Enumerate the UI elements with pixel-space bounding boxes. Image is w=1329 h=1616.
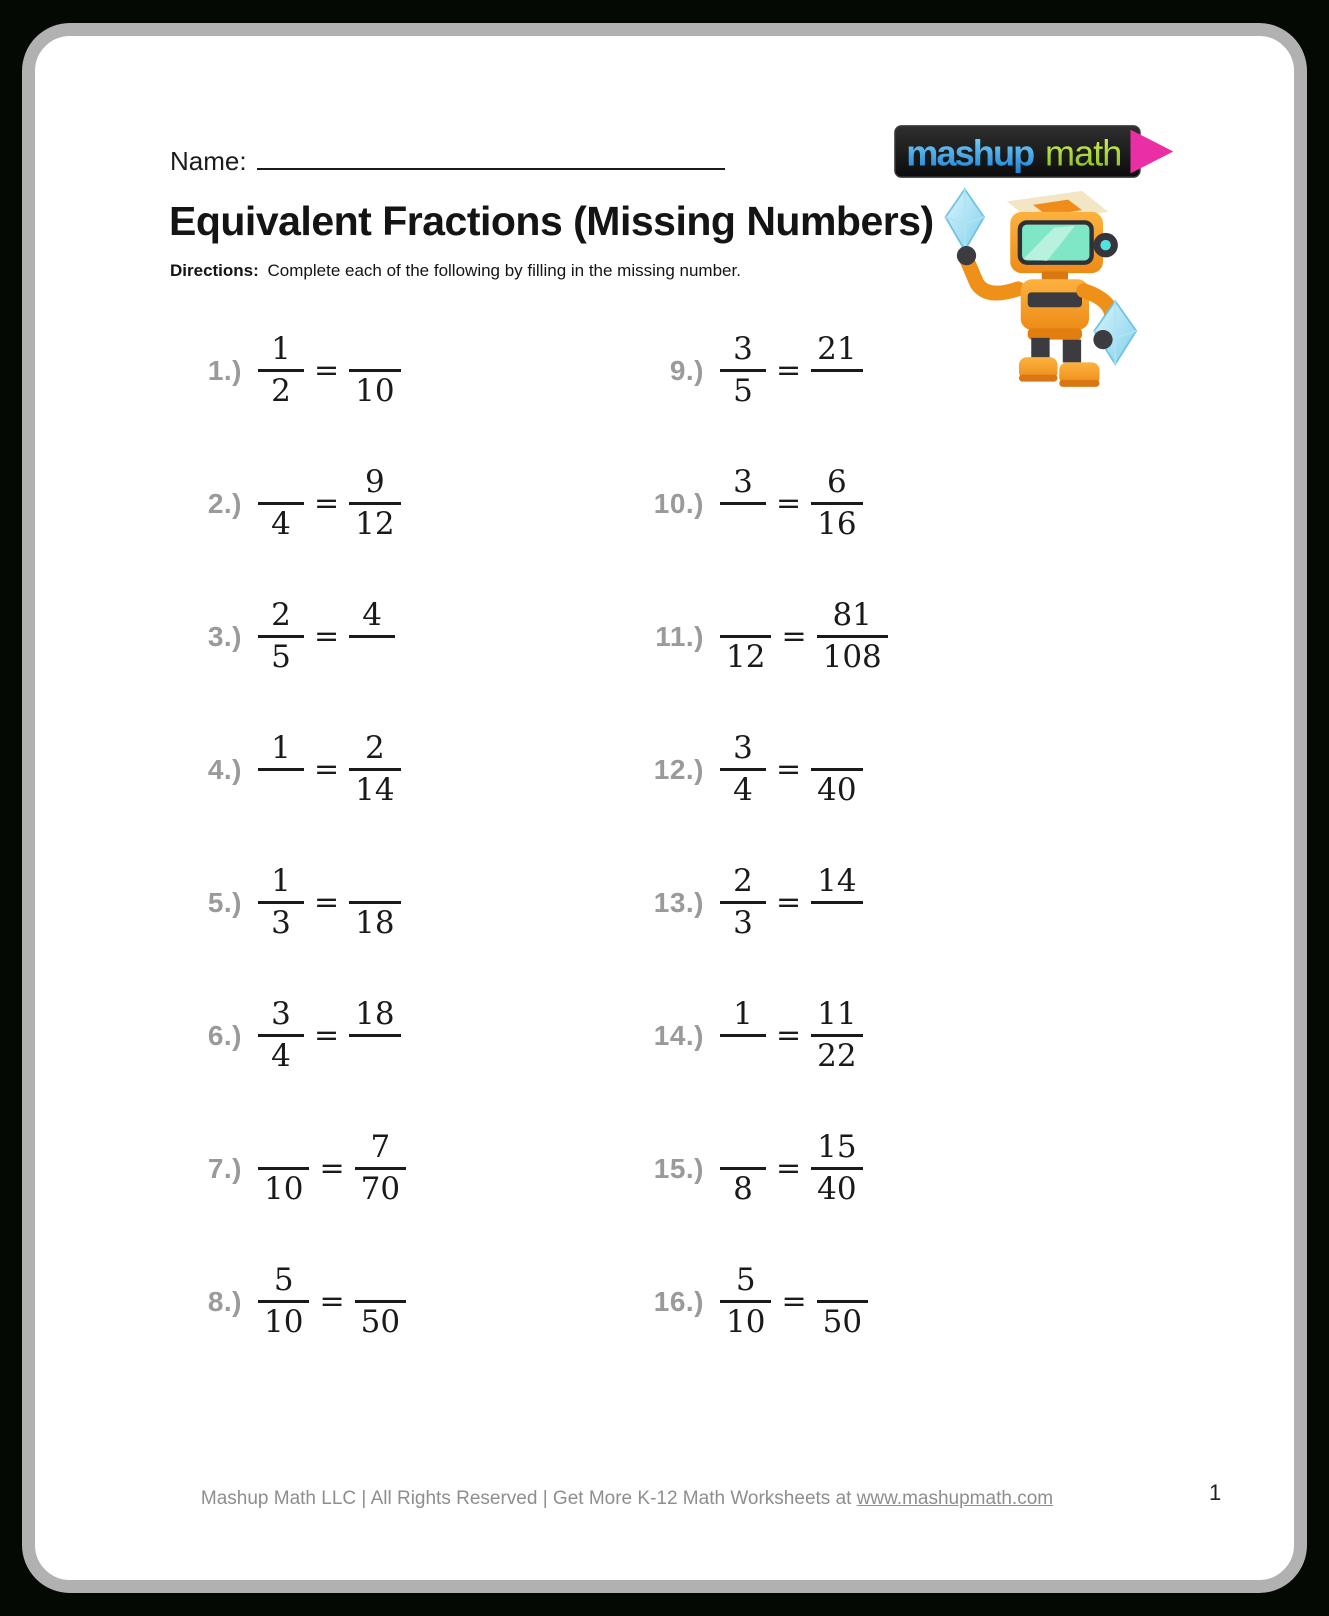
- left-fraction: [720, 865, 766, 940]
- right-numerator: [355, 1264, 406, 1303]
- right-denominator: 50: [822, 1304, 863, 1340]
- left-fraction: [720, 732, 766, 807]
- right-fraction: [811, 865, 862, 940]
- equals-sign: =: [776, 1018, 802, 1053]
- left-fraction: [258, 466, 304, 541]
- right-fraction: [811, 1131, 862, 1206]
- right-denominator: 108: [822, 639, 882, 675]
- left-fraction: [258, 732, 304, 807]
- left-numerator: 3: [720, 333, 766, 372]
- left-numerator: 3: [720, 466, 766, 505]
- equals-sign: =: [314, 486, 340, 521]
- problem-number: 5.): [207, 886, 242, 918]
- page-title: Equivalent Fractions (Missing Numbers): [169, 198, 934, 244]
- equals-sign: =: [314, 1018, 340, 1053]
- right-denominator: [811, 372, 862, 408]
- right-denominator: 40: [817, 772, 857, 808]
- equals-sign: =: [319, 1151, 345, 1186]
- problem-row: [620, 599, 1082, 674]
- equals-sign: =: [776, 1151, 802, 1186]
- right-denominator: 70: [360, 1171, 401, 1207]
- left-denominator: 5: [733, 373, 753, 409]
- problem-row: [158, 865, 620, 940]
- equals-sign: =: [314, 619, 340, 654]
- right-numerator: 2: [349, 732, 400, 771]
- left-numerator: 3: [258, 998, 304, 1037]
- right-fraction: [349, 865, 400, 940]
- robot-left-hand: [957, 246, 976, 265]
- name-row: [170, 142, 725, 177]
- left-numerator: [720, 1131, 766, 1170]
- problem-row: [158, 466, 620, 541]
- left-fraction: [720, 599, 771, 674]
- left-denominator: [720, 505, 766, 541]
- right-denominator: 18: [355, 905, 395, 941]
- left-fraction: [720, 998, 766, 1073]
- equals-sign: =: [781, 1284, 807, 1319]
- logo-text-math: math: [1045, 132, 1122, 174]
- right-denominator: [349, 638, 395, 674]
- left-numerator: 1: [258, 865, 304, 904]
- right-fraction: [349, 333, 400, 408]
- problem-row: [620, 1264, 1082, 1339]
- right-numerator: 14: [811, 865, 862, 904]
- left-numerator: 2: [258, 599, 304, 638]
- left-denominator: 8: [733, 1171, 753, 1207]
- problem-number: 1.): [207, 354, 242, 386]
- problem-row: [158, 599, 620, 674]
- left-fraction: [258, 998, 304, 1073]
- problem-number: 6.): [207, 1019, 242, 1051]
- right-fraction: [811, 732, 862, 807]
- right-fraction: [811, 333, 862, 408]
- footer-text: [35, 1488, 1219, 1510]
- right-denominator: [349, 1037, 400, 1073]
- right-fraction: [355, 1264, 406, 1339]
- right-numerator: 9: [349, 466, 400, 505]
- directions-text: Complete each of the following by filling in the missing number.: [267, 261, 741, 280]
- right-numerator: 6: [811, 466, 862, 505]
- right-fraction: [811, 466, 862, 541]
- directions-label: Directions:: [170, 261, 259, 280]
- left-denominator: 5: [271, 639, 291, 675]
- left-fraction: [720, 333, 766, 408]
- robot-right-hand: [1093, 330, 1112, 349]
- problem-row: [158, 1264, 620, 1339]
- problem-row: [158, 998, 620, 1073]
- left-denominator: 3: [733, 905, 753, 941]
- right-denominator: 40: [817, 1171, 857, 1207]
- left-denominator: 10: [264, 1171, 304, 1207]
- name-label: Name:: [170, 146, 247, 176]
- left-denominator: [258, 771, 304, 807]
- problems-grid: [158, 304, 1082, 1368]
- page-number: 1: [1209, 1480, 1222, 1505]
- left-denominator: 4: [271, 1038, 291, 1074]
- equals-sign: =: [776, 353, 802, 388]
- problem-number: 10.): [653, 487, 704, 519]
- right-denominator: 22: [817, 1038, 857, 1074]
- right-numerator: 4: [349, 599, 395, 638]
- problem-number: 3.): [207, 620, 242, 652]
- right-numerator: [349, 333, 400, 372]
- directions: [170, 261, 741, 281]
- left-denominator: 10: [726, 1304, 766, 1340]
- problem-number: 9.): [669, 354, 704, 386]
- problem-row: [158, 732, 620, 807]
- left-numerator: [720, 599, 771, 638]
- left-numerator: 3: [720, 732, 766, 771]
- right-numerator: 21: [811, 333, 862, 372]
- problem-number: 2.): [207, 487, 242, 519]
- problem-number: 11.): [655, 620, 704, 652]
- left-fraction: [720, 1264, 771, 1339]
- problem-number: 7.): [207, 1152, 242, 1184]
- left-fraction: [720, 466, 766, 541]
- left-fraction: [258, 599, 304, 674]
- left-denominator: 2: [271, 373, 291, 409]
- equals-sign: =: [776, 752, 802, 787]
- equals-sign: =: [319, 1284, 345, 1319]
- left-fraction: [258, 865, 304, 940]
- left-denominator: 3: [271, 905, 291, 941]
- left-numerator: 1: [258, 333, 304, 372]
- play-triangle-icon: [1131, 130, 1174, 174]
- equals-sign: =: [776, 486, 802, 521]
- right-fraction: [349, 998, 400, 1073]
- equals-sign: =: [314, 353, 340, 388]
- problem-number: 8.): [207, 1285, 242, 1317]
- right-denominator: 50: [360, 1304, 401, 1340]
- right-numerator: [817, 1264, 868, 1303]
- left-numerator: [258, 1131, 309, 1170]
- right-fraction: [811, 998, 862, 1073]
- problem-row: [620, 1131, 1082, 1206]
- left-fraction: [258, 333, 304, 408]
- left-fraction: [258, 1131, 309, 1206]
- left-numerator: 2: [720, 865, 766, 904]
- right-fraction: [349, 599, 395, 674]
- left-fraction: [258, 1264, 309, 1339]
- robot-head: [1007, 191, 1118, 273]
- problem-row: [620, 998, 1082, 1073]
- right-numerator: [811, 732, 862, 771]
- right-fraction: [817, 599, 888, 674]
- problem-number: 13.): [653, 886, 704, 918]
- problem-row: [158, 333, 620, 408]
- left-numerator: 1: [720, 998, 766, 1037]
- right-fraction: [349, 466, 400, 541]
- equals-sign: =: [776, 885, 802, 920]
- right-numerator: 15: [811, 1131, 862, 1170]
- left-fraction: [720, 1131, 766, 1206]
- right-denominator: [811, 904, 862, 940]
- left-numerator: 5: [258, 1264, 309, 1303]
- problem-number: 12.): [653, 753, 704, 785]
- right-fraction: [817, 1264, 868, 1339]
- right-numerator: 81: [817, 599, 888, 638]
- equals-sign: =: [314, 885, 340, 920]
- left-denominator: 12: [726, 639, 766, 675]
- problem-row: [620, 466, 1082, 541]
- left-denominator: 4: [733, 772, 753, 808]
- right-fraction: [355, 1131, 406, 1206]
- left-denominator: 10: [264, 1304, 304, 1340]
- name-blank-line: [257, 142, 725, 170]
- left-numerator: [258, 466, 304, 505]
- right-numerator: 18: [349, 998, 400, 1037]
- worksheet-sheet: [22, 23, 1307, 1593]
- equals-sign: =: [781, 619, 807, 654]
- right-fraction: [349, 732, 400, 807]
- left-numerator: 5: [720, 1264, 771, 1303]
- robot-left-arm: [967, 259, 1019, 293]
- left-denominator: [720, 1037, 766, 1073]
- problem-number: 15.): [653, 1152, 704, 1184]
- problem-row: [620, 333, 1082, 408]
- logo-text-mashup: mashup: [906, 132, 1034, 174]
- problem-row: [620, 865, 1082, 940]
- problem-number: 16.): [653, 1285, 704, 1317]
- right-numerator: 11: [811, 998, 862, 1037]
- problem-number: 4.): [207, 753, 242, 785]
- right-denominator: 14: [355, 772, 395, 808]
- footer-link[interactable]: www.mashupmath.com: [856, 1488, 1054, 1509]
- equals-sign: =: [314, 752, 340, 787]
- footer-copyright: Mashup Math LLC | All Rights Reserved | Get More K-12 Math Worksheets at: [200, 1488, 857, 1509]
- right-denominator: 10: [355, 373, 395, 409]
- right-denominator: 12: [355, 506, 395, 542]
- right-denominator: 16: [817, 506, 857, 542]
- left-numerator: 1: [258, 732, 304, 771]
- crystal-icon: [946, 189, 985, 250]
- right-numerator: [349, 865, 400, 904]
- problem-number: 14.): [653, 1019, 704, 1051]
- right-numerator: 7: [355, 1131, 406, 1170]
- left-denominator: 4: [271, 506, 291, 542]
- problem-row: [620, 732, 1082, 807]
- problem-row: [158, 1131, 620, 1206]
